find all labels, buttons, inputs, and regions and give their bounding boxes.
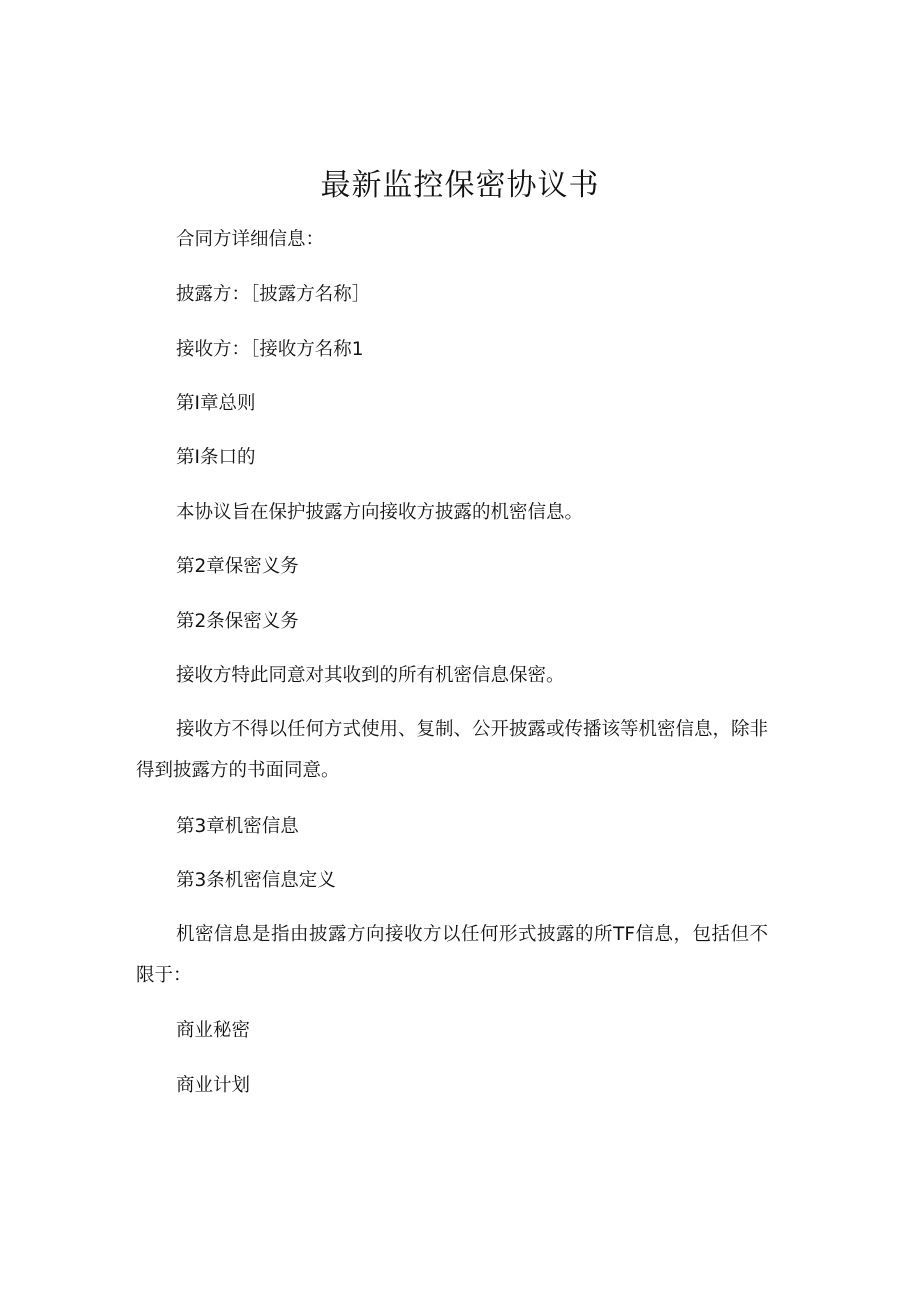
list-item: 商业计划	[176, 1075, 251, 1096]
article-1-heading: 第I条口的	[176, 447, 256, 468]
confidentiality-agreement-text: 接收方特此同意对其收到的所有机密信息保密。	[176, 665, 565, 686]
list-item: 商业秘密	[176, 1020, 251, 1041]
disclosing-party-line: 披露方：［披露方名称］	[176, 284, 371, 305]
receiving-party-line: 接收方：［接收方名称1	[176, 339, 364, 360]
chapter-2-heading: 第2章保密义务	[176, 556, 299, 577]
document-title: 最新监控保密协议书	[320, 168, 600, 203]
non-use-paragraph: 接收方不得以任何方式使用、复制、公开披露或传播该等机密信息，除非得到披露方的书面同意。	[136, 719, 769, 781]
definition-paragraph: 机密信息是指由披露方向接收方以任何形式披露的所TF信息，包括但不限于：	[136, 924, 768, 986]
purpose-text: 本协议旨在保护披露方向接收方披露的机密信息。	[176, 502, 584, 523]
article-2-heading: 第2条保密义务	[176, 611, 299, 632]
article-3-heading: 第3条机密信息定义	[176, 870, 336, 891]
chapter-3-heading: 第3章机密信息	[176, 816, 299, 837]
chapter-1-heading: 第I章总则	[176, 393, 256, 414]
contract-parties-heading: 合同方详细信息：	[176, 229, 325, 250]
